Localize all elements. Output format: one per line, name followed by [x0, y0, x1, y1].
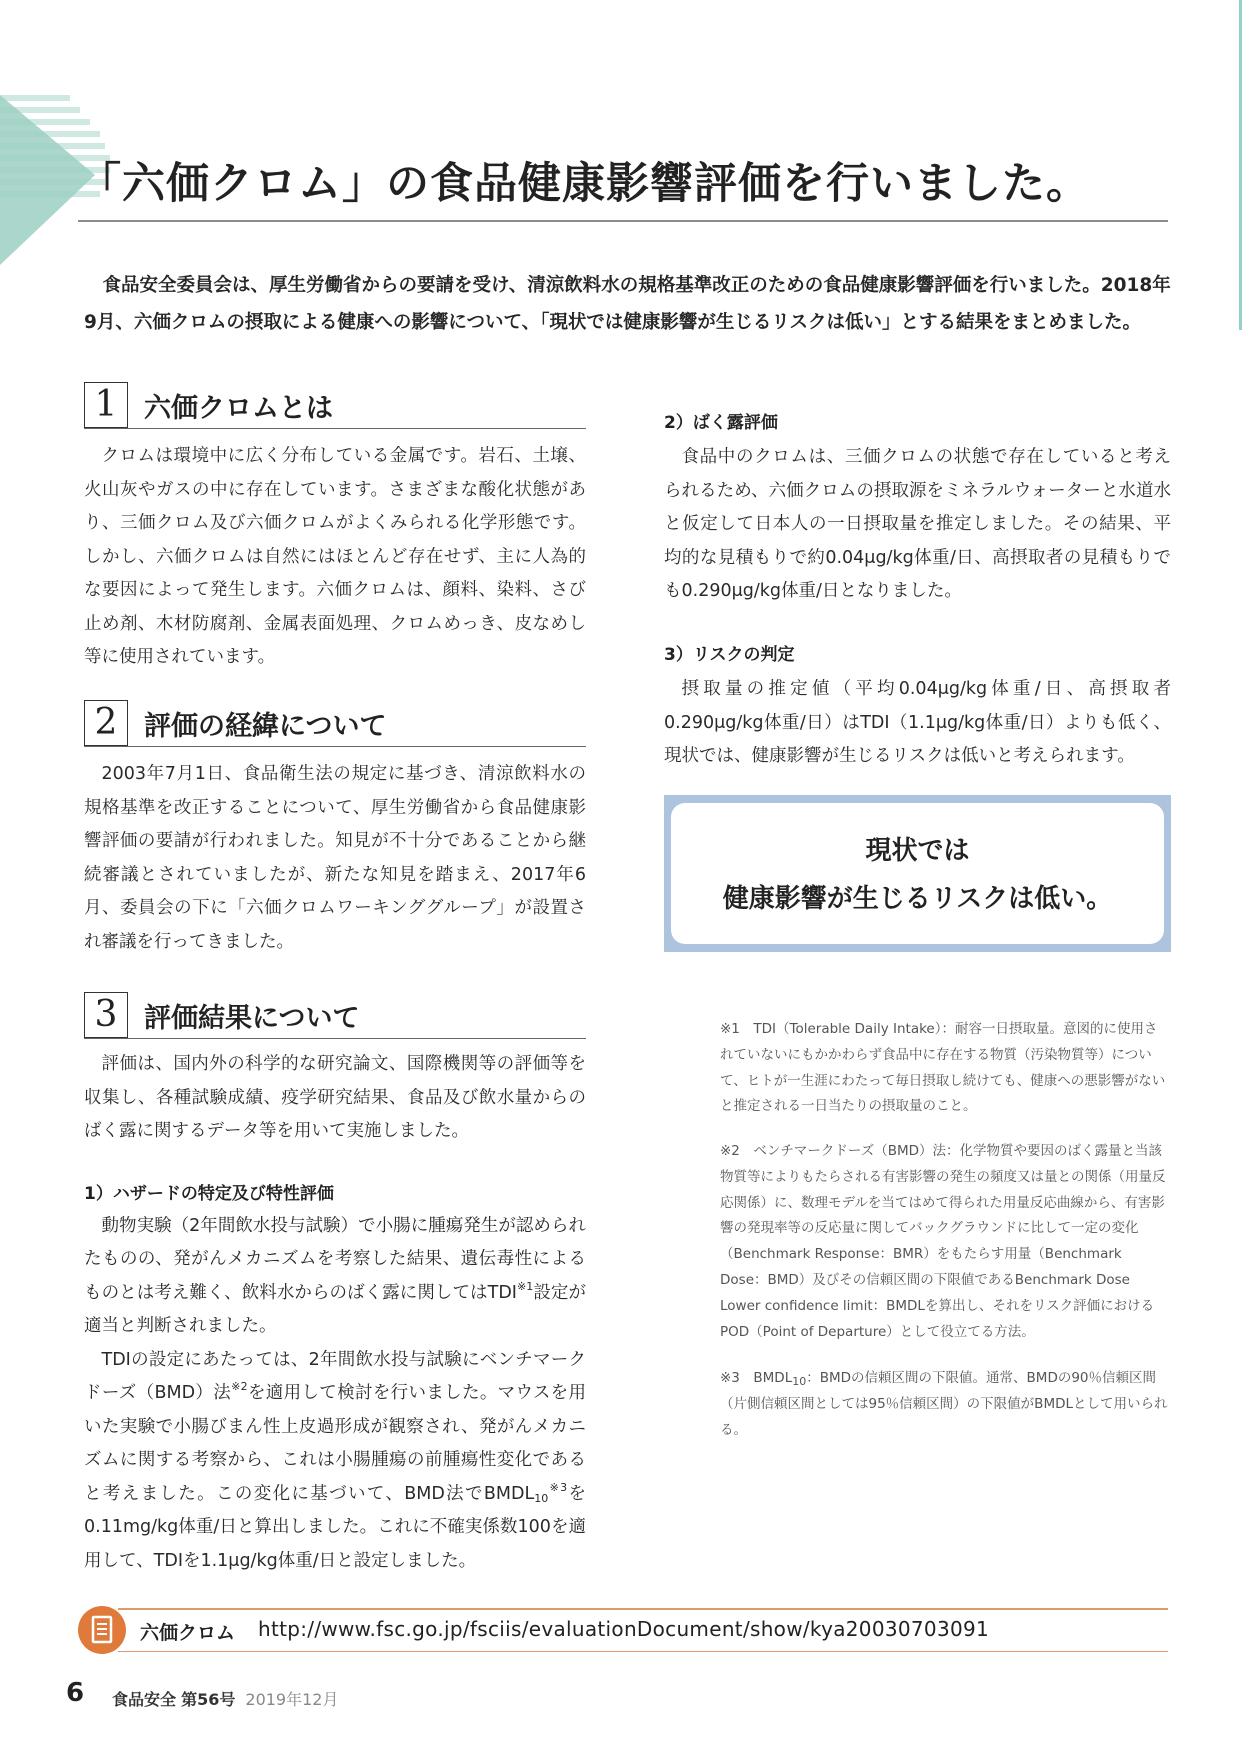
section-title: 評価の経緯について [144, 711, 387, 742]
hazard-subheading: 1）ハザードの特定及び特性評価 [84, 1183, 334, 1204]
section-1-paragraph: クロムは環境中に広く分布している金属です。岩石、土壌、火山灰やガスの中に存在しています。さまざまな酸化状態があり、三価クロム及び六価クロムがよくみられる化学形態です。しかし、六価クロムは自然にはほとんど存在せず、主に人為的な要因によって発生します。六価クロムは、顔料、染料、さび止め剤、木材防腐剤、金属表面処理、クロムめっき、皮なめし等に使用されています。 [84, 446, 586, 667]
risk-paragraph: 摂取量の推定値（平均0.04μg/kg体重/日、高摂取者0.290μg/kg体重/日）はTDI（1.1μg/kg体重/日）よりも低く、現状では、健康影響が生じるリスクは低いと考えられます。 [664, 679, 1171, 766]
footnote-3: ※3 $BMDL_{10}$：BMDの信頼区間の下限値。通常、BMDの90％信頼区間（片側信頼区間としては95％信頼区間）の下限値がBMDLとして用いられる。 [720, 1370, 1168, 1438]
section-title: 六価クロムとは [144, 393, 333, 424]
section-3-heading [84, 992, 586, 1039]
reference-url-link[interactable]: http://www.fsc.go.jp/fsciis/evaluationDocument/show/kya20030703091 [258, 1617, 990, 1641]
intro-paragraph: 食品安全委員会は、厚生労働省からの要請を受け、清涼飲料水の規格基準改正のための食品健康影響評価を行いました。2018年9月、六価クロムの摂取による健康への影響について、「現状では健康影響が生じるリスクは低い」とする結果をまとめました。 [84, 274, 1171, 333]
section-3-paragraph: 評価は、国内外の科学的な研究論文、国際機関等の評価等を収集し、各種試験成績、疫学研究結果、食品及び飲水量からのばく露に関するデータ等を用いて実施しました。 [84, 1054, 586, 1141]
section-3-body [84, 1048, 586, 1578]
conclusion-line-1: 現状では [865, 836, 970, 866]
page-title: 「六価クロム」の食品健康影響評価を行いました。 [78, 159, 1090, 209]
section-2-body [84, 758, 586, 959]
page-number: 6 [66, 1678, 85, 1708]
footnote-2: ※2 ベンチマークドーズ（BMD）法：化学物質や要因のばく露量と当該物質等によりもたらされる有害影響の発生の頻度又は量との関係（用量反応関係）に、数理モデルを当てはめて得られた用量反応曲線から、有害影響の発現率等の反応量に関してバックグラウンドに比して一定の変化（Benchmark Response：BMR）をもたらす用量（Benchmark Dose：BMD）及びその信頼区間の下限値であるBenchmark Dose Lower confidence limit：BMDLを算出し、それをリスク評価におけるPOD（Point of Departure）として役立てる方法。 [720, 1143, 1166, 1340]
section-number: 2 [84, 700, 128, 746]
risk-characterization [664, 640, 1171, 774]
hazard-paragraph-2: TDIの設定にあたっては、2年間飲水投与試験にベンチマークドーズ（BMD）法$^{※2}$を適用して検討を行いました。マウスを用いた実験で小腸びまん性上皮過形成が観察され、発がんメカニズムに関する考察から、これは小腸腫瘍の前腫瘍性変化であると考えました。この変化に基づいて、BMD法で$BMDL_{10}^{※3}$を0.11mg/kg体重/日と算出しました。これに不確実係数100を適用して、TDIを1.1μg/kg体重/日と設定しました。 [84, 1349, 587, 1571]
section-title: 評価結果について [144, 1003, 360, 1034]
risk-subheading: 3）リスクの判定 [664, 645, 795, 665]
conclusion-box [664, 795, 1171, 952]
section-number: 1 [84, 382, 128, 428]
section-1-body [84, 440, 586, 675]
reference-link-bar [78, 1608, 1168, 1652]
document-icon [78, 1606, 126, 1654]
section-2-heading [84, 700, 586, 747]
section-2-paragraph: 2003年7月1日、食品衛生法の規定に基づき、清涼飲料水の規格基準を改正することについて、厚生労働省から食品健康影響評価の要請が行われました。知見が不十分であることから継続審議とされていましたが、新たな知見を踏まえ、2017年6月、委員会の下に「六価クロムワーキンググループ」が設置され審議を行ってきました。 [84, 764, 586, 952]
exposure-assessment [664, 408, 1171, 609]
exposure-paragraph: 食品中のクロムは、三価クロムの状態で存在していると考えられるため、六価クロムの摂取源をミネラルウォーターと水道水と仮定して日本人の一日摂取量を推定しました。その結果、平均的な見積もりで約0.04μg/kg体重/日、高摂取者の見積もりでも0.290μg/kg体重/日となりました。 [664, 447, 1171, 601]
footnote-1: ※1 TDI（Tolerable Daily Intake）：耐容一日摂取量。意図的に使用されていないにもかかわらず食品中に存在する物質（汚染物質等）について、ヒトが一生涯にわたって毎日摂取し続けても、健康への悪影響がないと推定される一日当たりの摂取量のこと。 [720, 1021, 1166, 1115]
exposure-subheading: 2）ばく露評価 [664, 413, 778, 433]
hazard-paragraph-1: 動物実験（2年間飲水投与試験）で小腸に腫瘍発生が認められたものの、発がんメカニズムを考察した結果、遺伝毒性によるものとは考え難く、飲料水からのばく露に関してはTDI$^{※1}$設定が適当と判断されました。 [84, 1215, 586, 1336]
section-number: 3 [84, 992, 128, 1038]
footer-publication: 食品安全 第56号 2019年12月 [112, 1690, 339, 1709]
section-1-heading [84, 382, 586, 429]
conclusion-line-2: 健康影響が生じるリスクは低い。 [722, 884, 1113, 914]
title-divider [78, 220, 1168, 222]
link-label: 六価クロム [140, 1622, 236, 1644]
